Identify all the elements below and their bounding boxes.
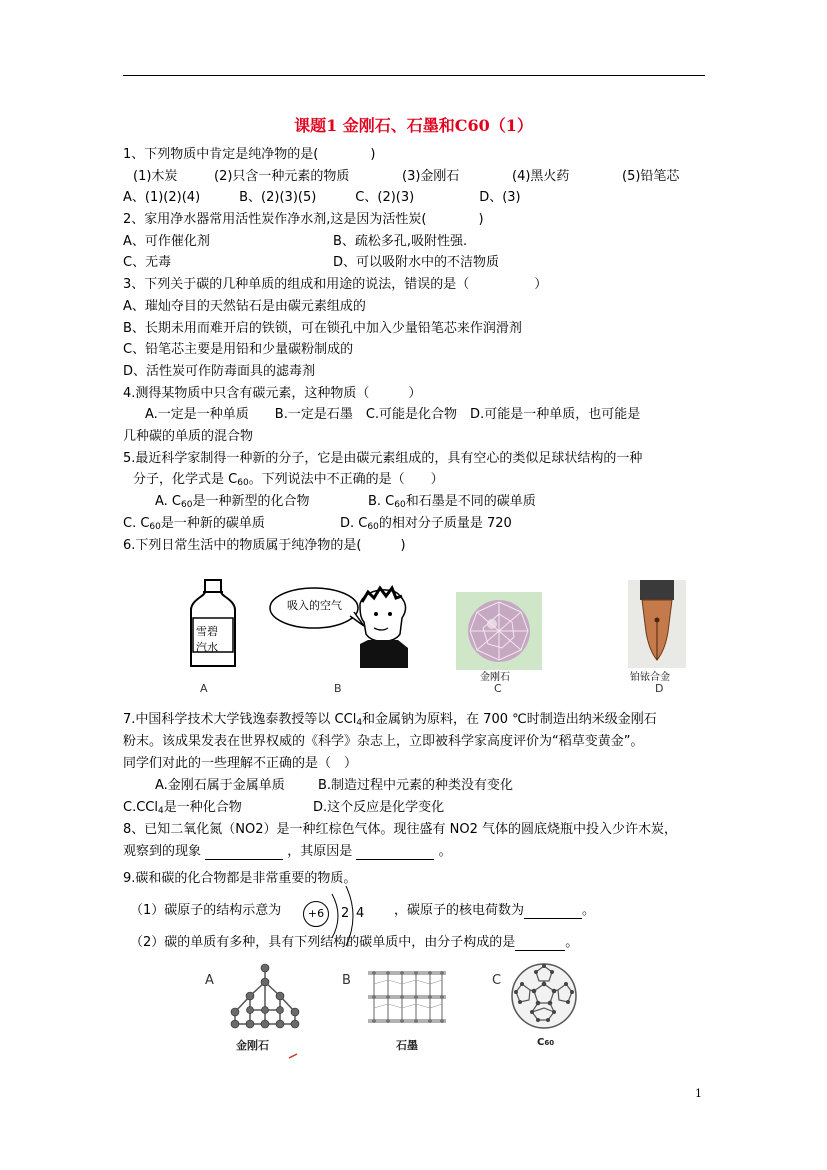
- q9-blank-molecular[interactable]: [515, 936, 565, 951]
- q3-option-d: D、活性炭可作防毒面具的滤毒剂: [123, 364, 316, 379]
- q2-option-b: B、疏松多孔,吸附性强.: [333, 234, 468, 249]
- c60-structure-image: [508, 960, 580, 1032]
- q9-stem: 9.碳和碳的化合物都是非常重要的物质。: [123, 871, 357, 886]
- atom-nucleus: +6: [303, 901, 329, 927]
- speech-bubble-text: 吸入的空气: [287, 599, 342, 612]
- q3-option-b: B、长期未用而难开启的铁锁，可在锁孔中加入少量铅笔芯来作润滑剂: [123, 321, 522, 336]
- breathing-boy-image: [268, 582, 418, 668]
- q7-option-a: A.金刚石属于金属单质: [155, 778, 285, 793]
- q7-option-b: B.制造过程中元素的种类没有变化: [318, 778, 514, 793]
- q2-option-a: A、可作催化剂: [123, 234, 210, 249]
- structure-name-c: C60: [537, 1037, 555, 1048]
- q8-line-1: 8、已知二氧化氮（NO2）是一种红棕色气体。现往盛有 NO2 气体的圆底烧瓶中投入少许木炭，: [123, 822, 677, 837]
- structure-label-b: B: [342, 973, 351, 988]
- q6-caption-a: A: [200, 682, 208, 695]
- diamond-image: [456, 592, 542, 670]
- stray-mark: [288, 1044, 298, 1050]
- q1-opt3: (3)金刚石: [402, 169, 460, 184]
- q2-stem: 2、家用净水器常用活性炭作净水剂,这是因为活性炭( ): [123, 212, 484, 227]
- q9-part1-question: ，碳原子的核电荷数为 。: [394, 903, 596, 918]
- bottle-label-2: 汽水: [196, 641, 218, 654]
- q1-opt5: (5)铅笔芯: [622, 169, 680, 184]
- structure-name-b: 石墨: [396, 1039, 418, 1052]
- q1-opt4: (4)黑火药: [512, 169, 570, 184]
- electron-shell-1: 2: [341, 906, 350, 921]
- header-rule: [123, 75, 705, 76]
- q1-stem: 1、下列物质中肯定是纯净物的是( ): [123, 147, 376, 162]
- q9-part1-intro: （1）碳原子的结构示意为: [130, 903, 282, 918]
- q1-opt1: (1)木炭: [133, 169, 178, 184]
- graphite-structure-image: [366, 962, 448, 1032]
- pen-nib-label: 铂铱合金: [630, 672, 670, 683]
- electron-shell-2: 4: [356, 906, 365, 921]
- page-number: 1: [695, 1087, 702, 1100]
- pen-nib-image: [628, 580, 686, 668]
- q8-blank-phenomenon[interactable]: [205, 845, 283, 860]
- q7-line-1: 7.中国科学技术大学钱逸泰教授等以 CCl$_4$和金属钠为原料，在 700 ℃时制造出纳米级金刚石: [123, 712, 657, 728]
- q4-stem: 4.测得某物质中只含有碳元素，这种物质（ ）: [123, 386, 422, 401]
- q3-stem: 3、下列关于碳的几种单质的组成和用途的说法，错误的是（ ）: [123, 277, 548, 292]
- q5-option-c: C. $C_{60}$是一种新的碳单质: [123, 516, 265, 532]
- q6-caption-b: B: [334, 682, 342, 695]
- q1-opt2: (2)只含一种元素的物质: [214, 169, 350, 184]
- q9-part2-question: （2）碳的单质有多种，具有下列结构的碳单质中，由分子构成的是 。: [130, 935, 579, 950]
- q9-blank-nuclear-charge[interactable]: [524, 904, 582, 919]
- q5-stem-2: 分子，化学式是 $C_{60}$。下列说法中不正确的是（ ）: [133, 472, 444, 488]
- q5-stem: 5.最近科学家制得一种新的分子，它是由碳元素组成的，具有空心的类似足球状结构的一种: [123, 451, 643, 466]
- q6-caption-d: D: [655, 682, 664, 695]
- bottle-label-1: 雪碧: [196, 625, 218, 638]
- q2-option-d: D、可以吸附水中的不洁物质: [333, 255, 500, 270]
- q7-option-d: D.这个反应是化学变化: [313, 800, 445, 815]
- diamond-structure-image: [220, 962, 310, 1032]
- q5-option-b: B. $C_{60}$和石墨是不同的碳单质: [368, 494, 536, 510]
- q4-options: A.一定是一种单质 B.一定是石墨 C.可能是化合物 D.可能是一种单质，也可能是: [145, 407, 641, 422]
- q7-option-c: C.CCl$_4$是一种化合物: [123, 800, 242, 816]
- structure-name-a: 金刚石: [236, 1039, 269, 1052]
- q4-options-cont: 几种碳的单质的混合物: [123, 429, 254, 444]
- q8-line-2: 观察到的现象 ，其原因是 。: [123, 844, 452, 859]
- q6-stem: 6.下列日常生活中的物质属于纯净物的是( ): [123, 538, 406, 553]
- q1-choices: A、(1)(2)(4) B、(2)(3)(5) C、(2)(3) D、(3): [123, 190, 521, 205]
- q6-caption-c: C: [494, 682, 502, 695]
- structure-label-c: C: [492, 973, 502, 988]
- q8-blank-reason[interactable]: [356, 845, 434, 860]
- structure-label-a: A: [205, 973, 214, 988]
- q5-option-d: D. $C_{60}$的相对分子质量是 720: [340, 516, 512, 532]
- q7-line-3: 同学们对此的一些理解不正确的是（ ）: [123, 756, 358, 771]
- page-title: 课题1 金刚石、石墨和C60（1）: [294, 116, 533, 135]
- q3-option-c: C、铅笔芯主要是用铅和少量碳粉制成的: [123, 342, 354, 357]
- diamond-label: 金刚石: [480, 672, 510, 683]
- q7-line-2: 粉末。该成果发表在世界权威的《科学》杂志上，立即被科学家高度评价为“稻草变黄金”。: [123, 734, 644, 749]
- q2-option-c: C、无毒: [123, 255, 172, 270]
- q5-option-a: A. $C_{60}$是一种新型的化合物: [155, 494, 310, 510]
- q3-option-a: A、璀灿夺目的天然钻石是由碳元素组成的: [123, 299, 366, 314]
